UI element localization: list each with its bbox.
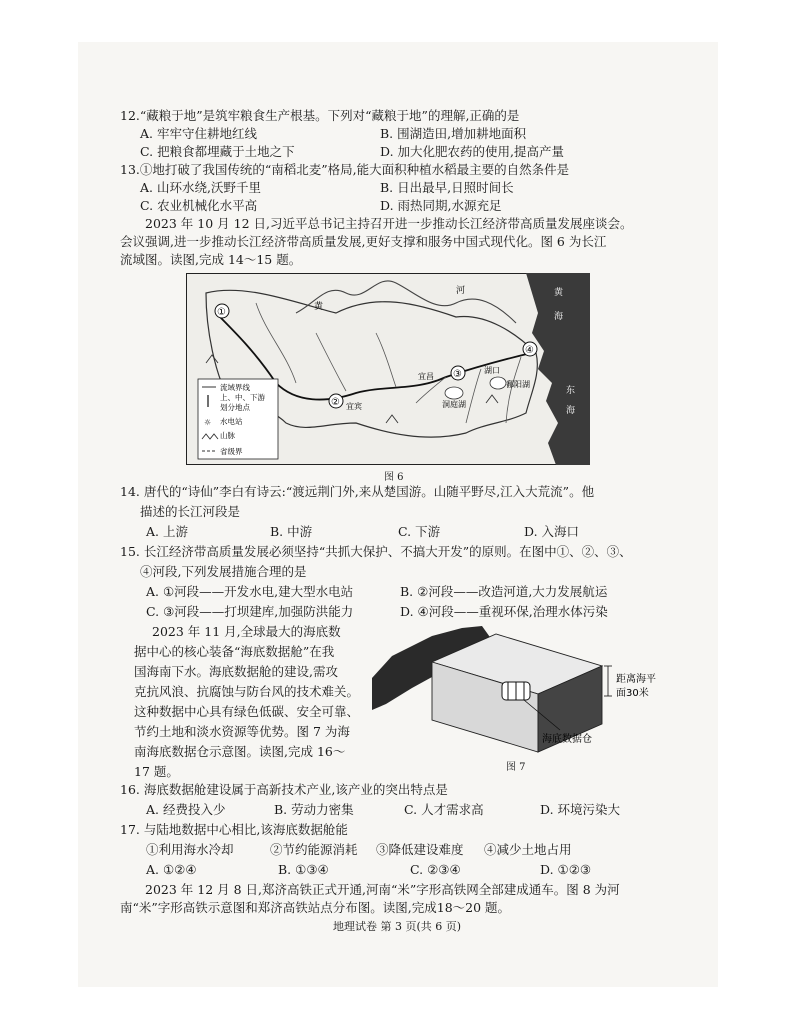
q17-stem: 17. 与陆地数据中心相比,该海底数据舱能 bbox=[120, 822, 348, 837]
yangtze-basin-map bbox=[186, 273, 590, 465]
map-label-1: ① bbox=[217, 307, 226, 318]
passage2-line8: 17 题。 bbox=[134, 764, 179, 779]
passage2-line6: 节约土地和淡水资源等优势。图 7 为海 bbox=[134, 724, 350, 739]
q12-option-b: B. 围湖造田,增加耕地面积 bbox=[380, 126, 527, 141]
fig7-depth-line2: 面30米 bbox=[616, 688, 649, 699]
map-label-east1: 东 bbox=[566, 386, 576, 396]
map-label-4: ④ bbox=[525, 345, 534, 356]
q16-stem: 16. 海底数据舱建设属于高新技术产业,该产业的突出特点是 bbox=[120, 782, 448, 797]
map-label-yichang: 宜昌 bbox=[418, 372, 434, 381]
q16-option-a: A. 经费投入少 bbox=[146, 802, 226, 817]
q12-option-d: D. 加大化肥农药的使用,提高产量 bbox=[380, 144, 564, 159]
legend-hydro: 水电站 bbox=[220, 417, 243, 426]
map-label-poyang: 鄱阳湖 bbox=[506, 380, 530, 389]
q14-option-d: D. 入海口 bbox=[524, 524, 580, 539]
passage2-line4: 克抗风浪、抗腐蚀与防台风的技术难关。 bbox=[134, 684, 360, 699]
passage3-line2: 南“米”字形高铁示意图和郑济高铁站点分布图。读图,完成18～20 题。 bbox=[120, 900, 511, 915]
q16-option-c: C. 人才需求高 bbox=[404, 802, 484, 817]
q17-option-a: A. ①②④ bbox=[146, 862, 197, 877]
map-label-dongting: 洞庭湖 bbox=[442, 400, 466, 409]
map-label-sea2: 海 bbox=[554, 312, 564, 322]
q13-option-c: C. 农业机械化水平高 bbox=[140, 198, 258, 213]
q12-option-c: C. 把粮食都埋藏于土地之下 bbox=[140, 144, 295, 159]
q14-option-a: A. 上游 bbox=[146, 524, 188, 539]
legend-division1: 上、中、下游 bbox=[220, 393, 265, 402]
passage2-line1: 2023 年 11 月,全球最大的海底数 bbox=[152, 624, 341, 639]
figure6-caption: 图 6 bbox=[384, 472, 404, 483]
figure7-caption: 图 7 bbox=[506, 762, 526, 773]
map-label-yibin: 宜宾 bbox=[346, 402, 362, 411]
q16-option-d: D. 环境污染大 bbox=[540, 802, 621, 817]
q12-stem: 12.“藏粮于地”是筑牢粮食生产根基。下列对“藏粮于地”的理解,正确的是 bbox=[120, 108, 520, 123]
q14-stem-line2: 描述的长江河段是 bbox=[140, 504, 241, 519]
passage1-line2: 会议强调,进一步推动长江经济带高质量发展,更好支撑和服务中国式现代化。图 6 为长江 bbox=[120, 234, 607, 249]
map-label-east2: 海 bbox=[566, 406, 576, 416]
q17-statement-4: ④减少土地占用 bbox=[484, 842, 572, 857]
map-label-sea1: 黄 bbox=[554, 288, 564, 298]
passage1-line1: 2023 年 10 月 12 日,习近平总书记主持召开进一步推动长江经济带高质量发展座谈会。 bbox=[145, 216, 633, 231]
q17-option-c: C. ②③④ bbox=[410, 862, 461, 877]
map-label-huang: 黄 bbox=[314, 302, 324, 312]
map-label-2: ② bbox=[331, 397, 340, 408]
passage2-line3: 国海南下水。海底数据舱的建设,需攻 bbox=[134, 664, 338, 679]
q15-option-a: A. ①河段——开发水电,建大型水电站 bbox=[146, 584, 354, 599]
q17-statement-2: ②节约能源消耗 bbox=[270, 842, 358, 857]
map-label-3: ③ bbox=[453, 369, 462, 380]
q14-option-b: B. 中游 bbox=[270, 524, 313, 539]
q17-option-b: B. ①③④ bbox=[278, 862, 329, 877]
q14-option-c: C. 下游 bbox=[398, 524, 441, 539]
seabed-data-pod-diagram bbox=[372, 626, 674, 762]
legend-boundary: 流域界线 bbox=[220, 383, 250, 392]
legend-division2: 划分地点 bbox=[220, 403, 250, 412]
q16-option-b: B. 劳动力密集 bbox=[274, 802, 354, 817]
passage1-line3: 流域图。读图,完成 14～15 题。 bbox=[120, 252, 302, 267]
map-label-hukou: 湖口 bbox=[484, 366, 500, 375]
page-footer: 地理试卷 第 3 页(共 6 页) bbox=[332, 920, 462, 933]
q12-option-a: A. 牢牢守住耕地红线 bbox=[140, 126, 257, 141]
passage2-line7: 南海底数据仓示意图。读图,完成 16～ bbox=[134, 744, 346, 759]
fig7-depth-line1: 距离海平 bbox=[616, 674, 656, 685]
q15-stem-line1: 15. 长江经济带高质量发展必须坚持“共抓大保护、不搞大开发”的原则。在图中①、②、③、 bbox=[120, 544, 632, 559]
hydro-station-icon: ☼ bbox=[204, 418, 212, 427]
q13-option-d: D. 雨热同期,水源充足 bbox=[380, 198, 502, 213]
q15-stem-line2: ④河段,下列发展措施合理的是 bbox=[140, 564, 307, 579]
passage2-line2: 据中心的核心装备“海底数据舱”在我 bbox=[134, 644, 335, 659]
q15-option-d: D. ④河段——重视环保,治理水体污染 bbox=[400, 604, 608, 619]
q17-statement-1: ①利用海水冷却 bbox=[146, 842, 234, 857]
passage3-line1: 2023 年 12 月 8 日,郑济高铁正式开通,河南“米”字形高铁网全部建成通车。图 8 为河 bbox=[145, 882, 620, 897]
passage2-line5: 这种数据中心具有绿色低碳、安全可靠、 bbox=[134, 704, 360, 719]
fig7-pod-label: 海底数据仓 bbox=[542, 734, 592, 745]
map-label-he: 河 bbox=[456, 286, 466, 296]
legend-mountain: 山脉 bbox=[220, 431, 235, 440]
q13-option-a: A. 山环水绕,沃野千里 bbox=[140, 180, 261, 195]
q14-stem-line1: 14. 唐代的“诗仙”李白有诗云:“渡远荆门外,来从楚国游。山随平野尽,江入大荒流”。他 bbox=[120, 484, 595, 499]
q17-option-d: D. ①②③ bbox=[540, 862, 592, 877]
q17-statement-3: ③降低建设难度 bbox=[376, 842, 464, 857]
q15-option-c: C. ③河段——打坝建库,加强防洪能力 bbox=[146, 604, 354, 619]
q13-stem: 13.①地打破了我国传统的“南稻北麦”格局,能大面积种植水稻最主要的自然条件是 bbox=[120, 162, 570, 177]
q15-option-b: B. ②河段——改造河道,大力发展航运 bbox=[400, 584, 608, 599]
data-pod-icon bbox=[502, 682, 530, 700]
legend-province: 省级界 bbox=[220, 447, 243, 456]
q13-option-b: B. 日出最早,日照时间长 bbox=[380, 180, 514, 195]
